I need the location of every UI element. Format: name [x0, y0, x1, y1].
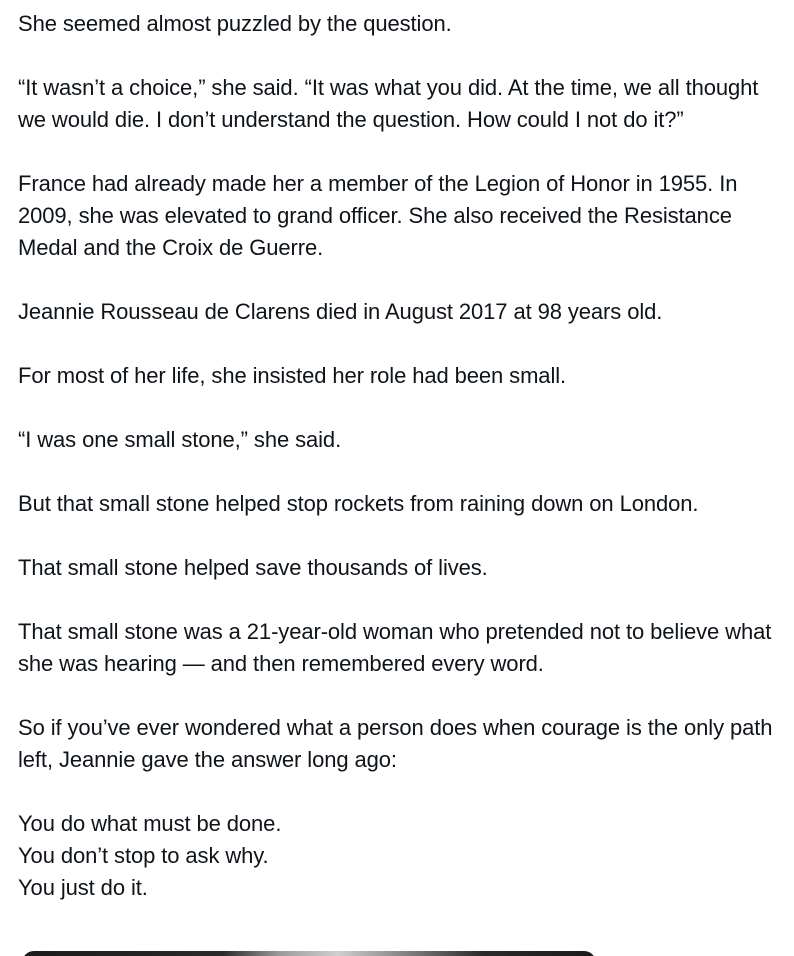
post-paragraph: That small stone was a 21-year-old woman who pretended not to believe what she was hearing — and then remembered every word. [18, 619, 772, 676]
closing-paragraph [18, 808, 788, 904]
post-paragraph: Jeannie Rousseau de Clarens died in August 2017 at 98 years old. [18, 299, 663, 324]
post-paragraph: So if you’ve ever wondered what a person does when courage is the only path left, Jeannie gave the answer long ago: [18, 715, 773, 772]
closing-line: You do what must be done. [18, 811, 282, 836]
post-paragraph: “I was one small stone,” she said. [18, 427, 342, 452]
post-text [18, 8, 788, 904]
post-paragraph: For most of her life, she insisted her role had been small. [18, 363, 567, 388]
post-paragraph: But that small stone helped stop rockets from raining down on London. [18, 491, 699, 516]
post-media-image[interactable] [22, 951, 596, 956]
post-paragraph: That small stone helped save thousands of lives. [18, 555, 488, 580]
post-paragraph: France had already made her a member of the Legion of Honor in 1955. In 2009, she was elevated to grand officer. She also received the Resistance Medal and the Croix de Guerre. [18, 171, 738, 260]
closing-line: You don’t stop to ask why. [18, 843, 269, 868]
post-paragraph: She seemed almost puzzled by the question. [18, 11, 452, 36]
post-paragraph: “It wasn’t a choice,” she said. “It was what you did. At the time, we all thought we would die. I don’t understand the question. How could I not do it?” [18, 75, 759, 132]
closing-line: You just do it. [18, 875, 148, 900]
